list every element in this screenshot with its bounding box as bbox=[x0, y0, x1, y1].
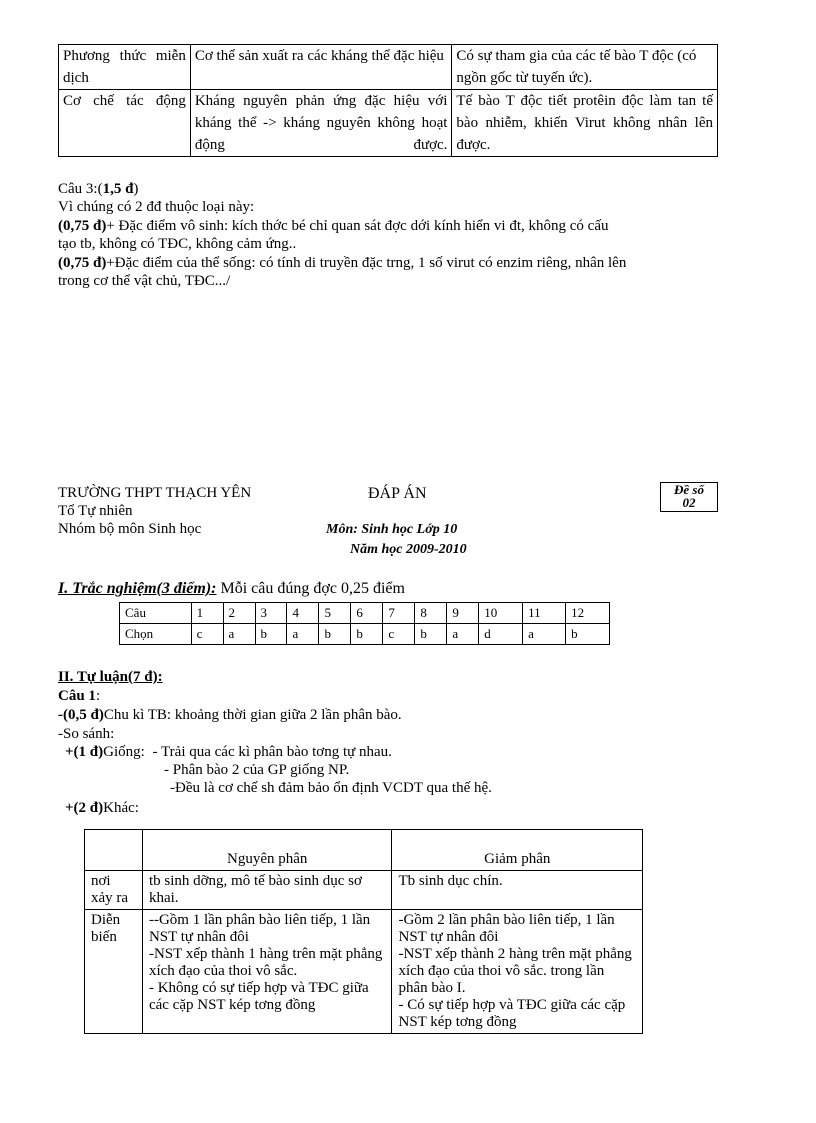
department: Tổ Tự nhiên bbox=[58, 503, 133, 519]
answer-choice: b bbox=[566, 624, 610, 645]
cau3-intro: Vì chúng có 2 đđ thuộc loại này: bbox=[58, 199, 255, 215]
immune-table bbox=[58, 44, 718, 157]
table-row bbox=[85, 871, 643, 910]
cau3-heading: Câu 3:(1,5 đ) bbox=[58, 181, 139, 197]
row-label: Phương thức miễn dịch bbox=[59, 45, 191, 90]
question-number: 3 bbox=[255, 603, 287, 624]
mitosis-cell: --Gồm 1 lần phân bào liên tiếp, 1 lần NST tự nhân đôi -NST xếp thành 1 hàng trên mặt phẳng xích đạo của thoi vô sắc. - Không có sự tiếp hợp và TĐC giữa các cặp NST kép tơng đồng bbox=[142, 910, 392, 1034]
answer-choice: a bbox=[287, 624, 319, 645]
answer-choice: b bbox=[255, 624, 287, 645]
part1-heading: I. Trắc nghiệm(3 điểm): Mỗi câu đúng đợc 0,25 điểm bbox=[58, 580, 405, 597]
subject-group: Nhóm bộ môn Sinh học bbox=[58, 521, 202, 537]
meiosis-cell: -Gồm 2 lần phân bào liên tiếp, 1 lần NST tự nhân đôi -NST xếp thành 2 hàng trên mặt phẳng xích đạo của thoi vô sắc. trong lần phân bào I. - Có sự tiếp hợp và TĐC giữa các cặp NST kép tơng đồng bbox=[392, 910, 643, 1034]
answer-choice: a bbox=[223, 624, 255, 645]
question-number: 12 bbox=[566, 603, 610, 624]
subject-line: Môn: Sinh học Lớp 10 bbox=[326, 522, 458, 537]
question-number: 8 bbox=[415, 603, 447, 624]
school-year: Năm học 2009-2010 bbox=[350, 542, 467, 557]
table-row bbox=[59, 45, 718, 90]
question-number: 11 bbox=[523, 603, 566, 624]
answer-title: ĐÁP ÁN bbox=[368, 485, 427, 502]
question-number: 9 bbox=[447, 603, 479, 624]
similarity-2: - Phân bào 2 của GP giống NP. bbox=[164, 762, 350, 778]
answer-choice: b bbox=[415, 624, 447, 645]
differences-line: +(2 đ)Khác: bbox=[65, 800, 139, 816]
answer-choice: c bbox=[191, 624, 223, 645]
cellular-cell: Có sự tham gia của các tế bào T độc (có ngồn gốc từ tuyến ức). bbox=[452, 45, 718, 90]
school-name: TRƯỜNG THPT THẠCH YÊN bbox=[58, 485, 252, 501]
answer-choice: a bbox=[523, 624, 566, 645]
answer-choice: a bbox=[447, 624, 479, 645]
cell-cycle-definition: -(0,5 đ)Chu kì TB: khoảng thời gian giữa 2 lần phân bào. bbox=[58, 707, 402, 723]
mitosis-cell: tb sinh dỡng, mô tế bào sinh dục sơ khai. bbox=[142, 871, 392, 910]
exam-code: 02 bbox=[682, 495, 696, 510]
answer-key-table bbox=[119, 602, 610, 645]
mitosis-meiosis-table bbox=[84, 829, 643, 1034]
table-row bbox=[85, 910, 643, 1034]
question-number: 6 bbox=[351, 603, 383, 624]
question-row bbox=[120, 603, 610, 624]
exam-code-box: Đề số 02 bbox=[660, 482, 718, 512]
cau3-point2: (0,75 đ)+Đặc điểm của thể sống: có tính di truyền đặc trng, 1 số virut có enzim riêng, nhân lên bbox=[58, 255, 627, 271]
table-header-row bbox=[85, 830, 643, 871]
row-label: Diễn biến bbox=[85, 910, 143, 1034]
cellular-cell: Tế bào T độc tiết protêin độc làm tan tế bào nhiễm, khiến Virut không nhân lên được. bbox=[452, 90, 718, 157]
question-number: 1 bbox=[191, 603, 223, 624]
cau3-point1: (0,75 đ)+ Đặc điểm vô sinh: kích thớc bé chỉ quan sát đợc dới kính hiển vi đt, không có cấu bbox=[58, 218, 609, 234]
question-number: 10 bbox=[479, 603, 523, 624]
question-number: 7 bbox=[383, 603, 415, 624]
row-label: Cơ chế tác động bbox=[59, 90, 191, 157]
question-number: 2 bbox=[223, 603, 255, 624]
mitosis-header: Nguyên phân bbox=[142, 830, 392, 871]
compare-label: -So sánh: bbox=[58, 726, 115, 742]
answer-choice: b bbox=[319, 624, 351, 645]
humoral-cell: Cơ thể sản xuất ra các kháng thể đặc hiệu bbox=[190, 45, 452, 90]
cau3-point2-cont: trong cơ thể vật chủ, TĐC.../ bbox=[58, 273, 231, 289]
row-label: Chọn bbox=[120, 624, 192, 645]
similarities-line: +(1 đ)Giống: - Trải qua các kì phân bào tơng tự nhau. bbox=[65, 744, 392, 760]
question-number: 5 bbox=[319, 603, 351, 624]
answer-row bbox=[120, 624, 610, 645]
cau3-point1-cont: tạo tb, không có TĐC, không cảm ứng.. bbox=[58, 236, 297, 252]
similarity-3: -Đều là cơ chế sh đảm bảo ổn định VCDT qua thế hệ. bbox=[170, 780, 492, 796]
answer-choice: b bbox=[351, 624, 383, 645]
table-row bbox=[59, 90, 718, 157]
row-label: Câu bbox=[120, 603, 192, 624]
cau1-heading: Câu 1: bbox=[58, 688, 101, 704]
question-number: 4 bbox=[287, 603, 319, 624]
part2-heading: II. Tự luận(7 đ): bbox=[58, 669, 163, 685]
answer-choice: c bbox=[383, 624, 415, 645]
answer-choice: d bbox=[479, 624, 523, 645]
meiosis-cell: Tb sinh dục chín. bbox=[392, 871, 643, 910]
row-label: nơi xảy ra bbox=[85, 871, 143, 910]
meiosis-header: Giảm phân bbox=[392, 830, 643, 871]
humoral-cell: Kháng nguyên phản ứng đặc hiệu với kháng thể -> kháng nguyên không hoạt động được. bbox=[190, 90, 452, 157]
